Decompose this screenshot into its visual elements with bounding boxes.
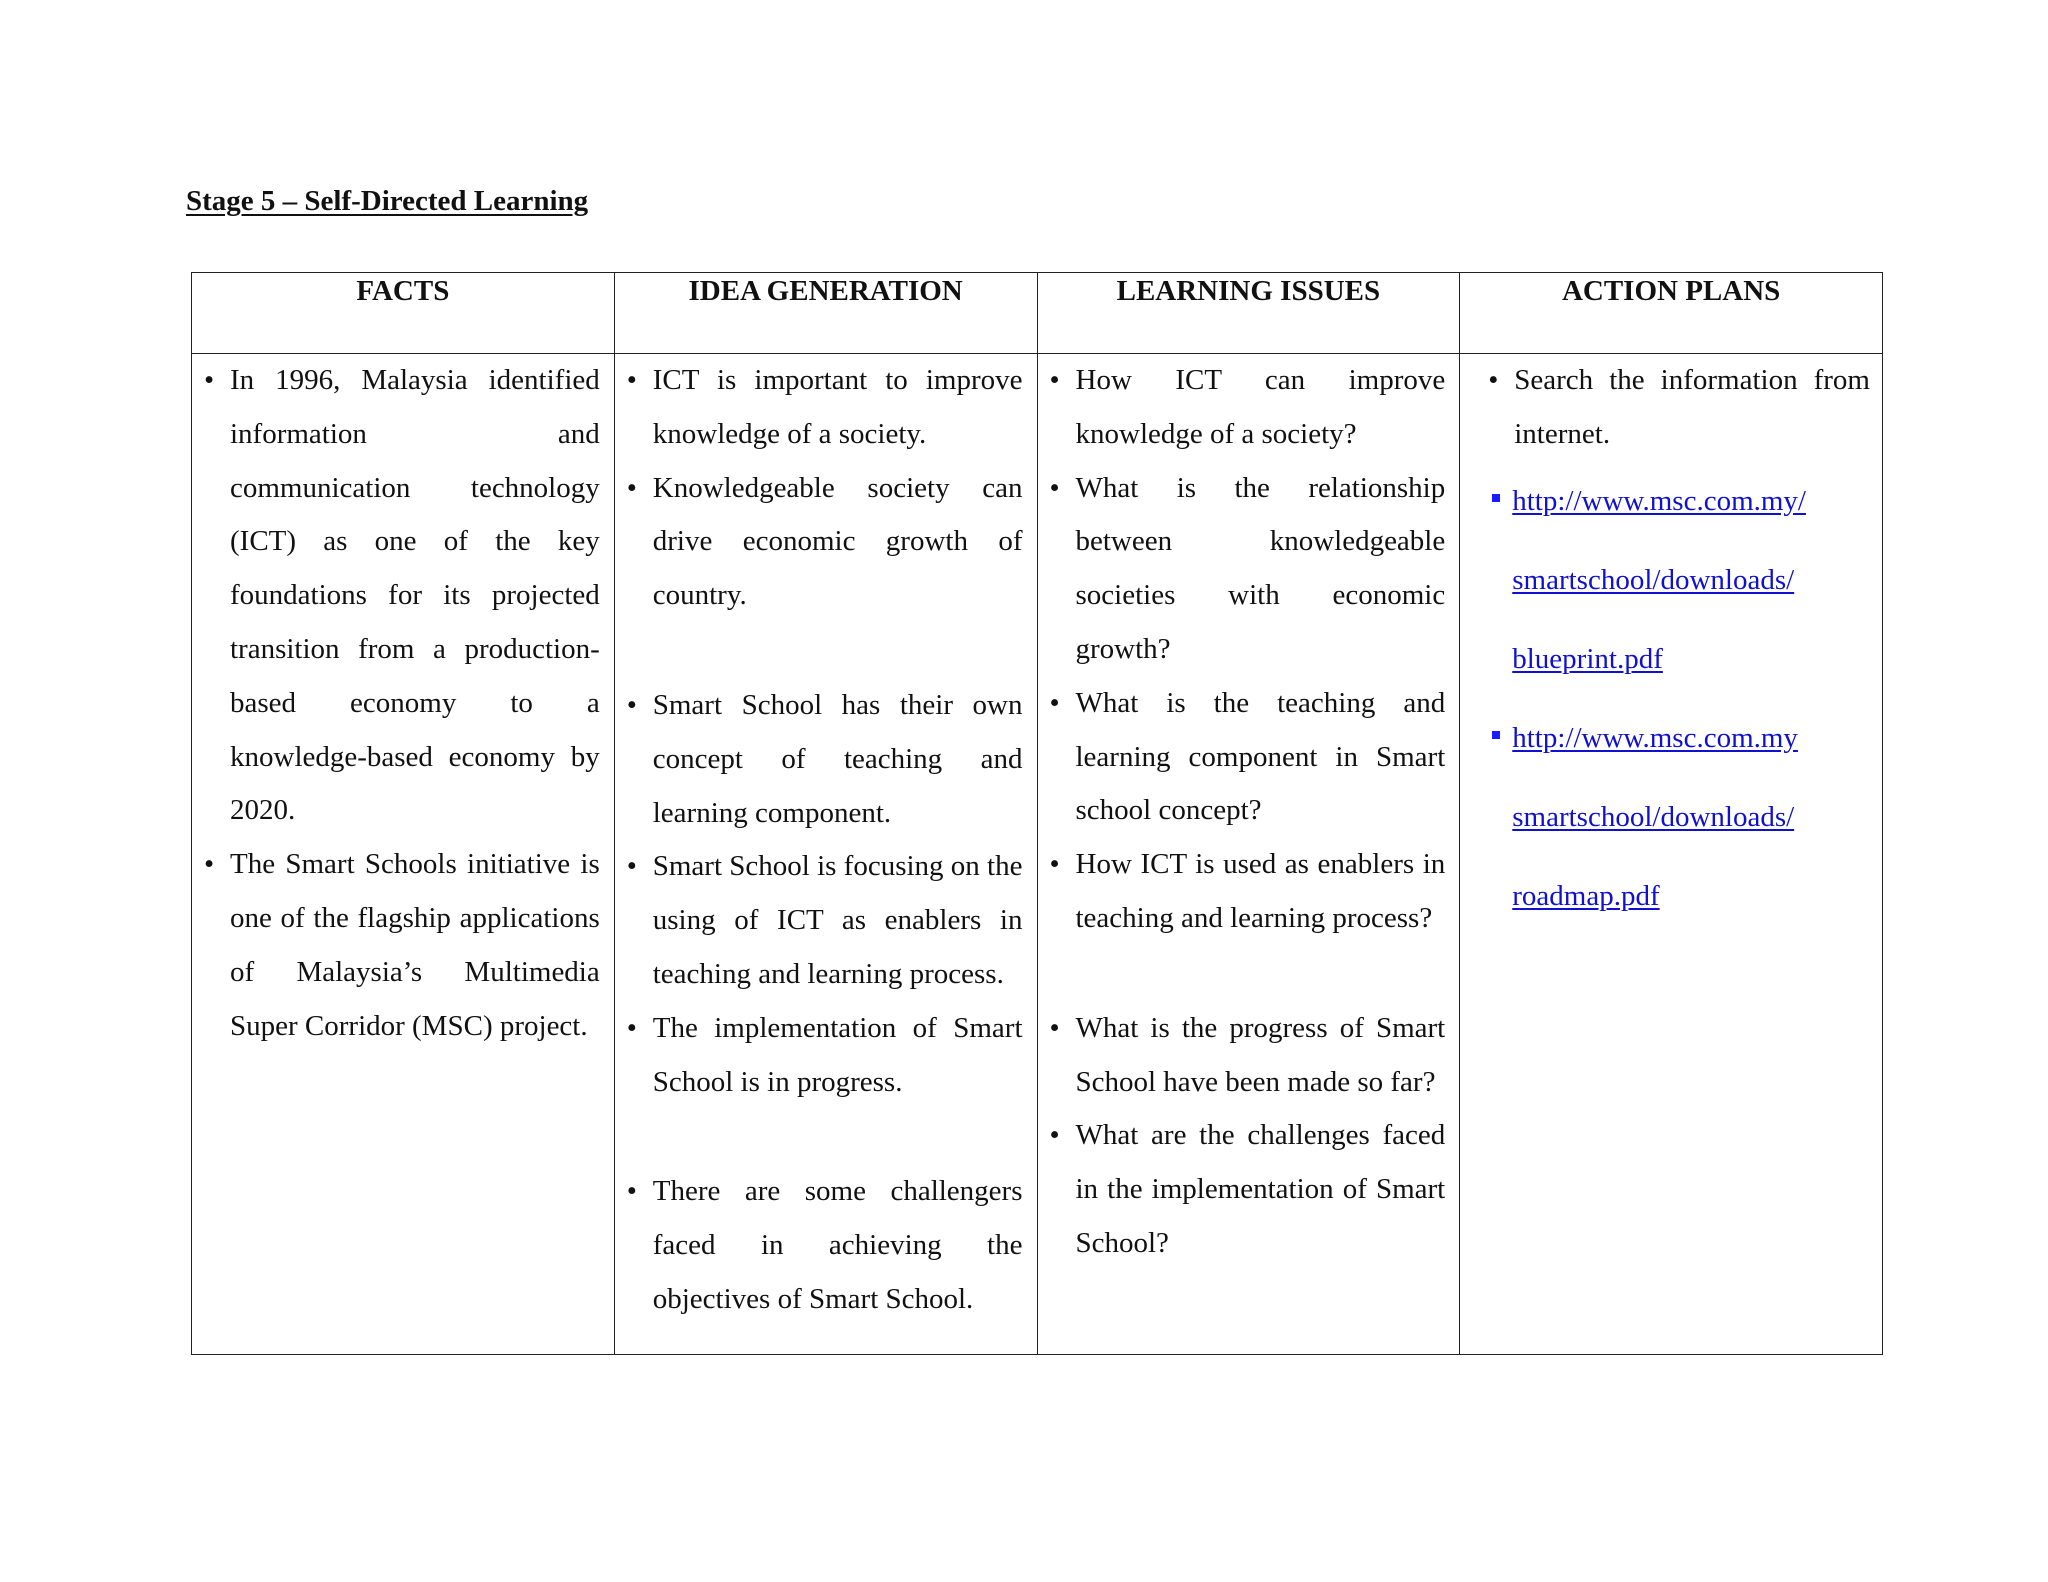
header-facts: FACTS	[192, 273, 615, 354]
issues-cell	[1037, 354, 1460, 1355]
content-row	[192, 354, 1883, 1355]
spacer	[627, 1109, 1023, 1165]
link-item	[1488, 699, 1870, 936]
idea-item: • The implementation of Smart School is in progress.	[627, 1002, 1023, 1110]
fact-item: • In 1996, Malaysia identified information and communication technology (ICT) as one of the key foundations for its projected transition from a production-based economy to a knowledge-based economy by 2020.	[204, 354, 600, 838]
action-plans-cell	[1460, 354, 1883, 1355]
link-line: blueprint.pdf	[1512, 642, 1663, 675]
facts-cell	[192, 354, 615, 1355]
idea-item: • ICT is important to improve knowledge of a society.	[627, 354, 1023, 462]
spacer	[1050, 946, 1446, 1002]
link-line: http://www.msc.com.my	[1512, 721, 1798, 754]
header-learning-issues: LEARNING ISSUES	[1037, 273, 1460, 354]
header-action-plans: ACTION PLANS	[1460, 273, 1883, 354]
link-line: smartschool/downloads/	[1512, 563, 1795, 596]
spacer	[627, 623, 1023, 679]
ideas-cell	[614, 354, 1037, 1355]
page-title: Stage 5 – Self-Directed Learning	[186, 185, 589, 217]
issue-item: • What are the challenges faced in the implementation of Smart School?	[1050, 1109, 1446, 1270]
issue-item: • What is the relationship between knowledgeable societies with economic growth?	[1050, 462, 1446, 677]
link-list	[1488, 462, 1870, 936]
idea-item: • Knowledgeable society can drive economic growth of country.	[627, 462, 1023, 623]
issue-item: • How ICT can improve knowledge of a society?	[1050, 354, 1446, 462]
link-line: http://www.msc.com.my/	[1512, 484, 1806, 517]
idea-item: • There are some challengers faced in achieving the objectives of Smart School.	[627, 1165, 1023, 1326]
sdl-table	[191, 272, 1883, 1355]
fact-item: • The Smart Schools initiative is one of the flagship applications of Malaysia’s Multimedia Super Corridor (MSC) project.	[204, 838, 600, 1053]
plan-item: • Search the information from internet.	[1488, 354, 1870, 462]
idea-item: • Smart School has their own concept of teaching and learning component.	[627, 679, 1023, 840]
header-idea-generation: IDEA GENERATION	[614, 273, 1037, 354]
header-row	[192, 273, 1883, 354]
roadmap-link[interactable]	[1512, 699, 1870, 936]
issue-item: • What is the teaching and learning component in Smart school concept?	[1050, 677, 1446, 838]
issue-item: • How ICT is used as enablers in teaching and learning process?	[1050, 838, 1446, 946]
blueprint-link[interactable]	[1512, 462, 1870, 699]
link-line: roadmap.pdf	[1512, 879, 1660, 912]
issue-item: • What is the progress of Smart School have been made so far?	[1050, 1002, 1446, 1110]
link-item	[1488, 462, 1870, 699]
idea-item: • Smart School is focusing on the using of ICT as enablers in teaching and learning process.	[627, 840, 1023, 1001]
link-line: smartschool/downloads/	[1512, 800, 1795, 833]
